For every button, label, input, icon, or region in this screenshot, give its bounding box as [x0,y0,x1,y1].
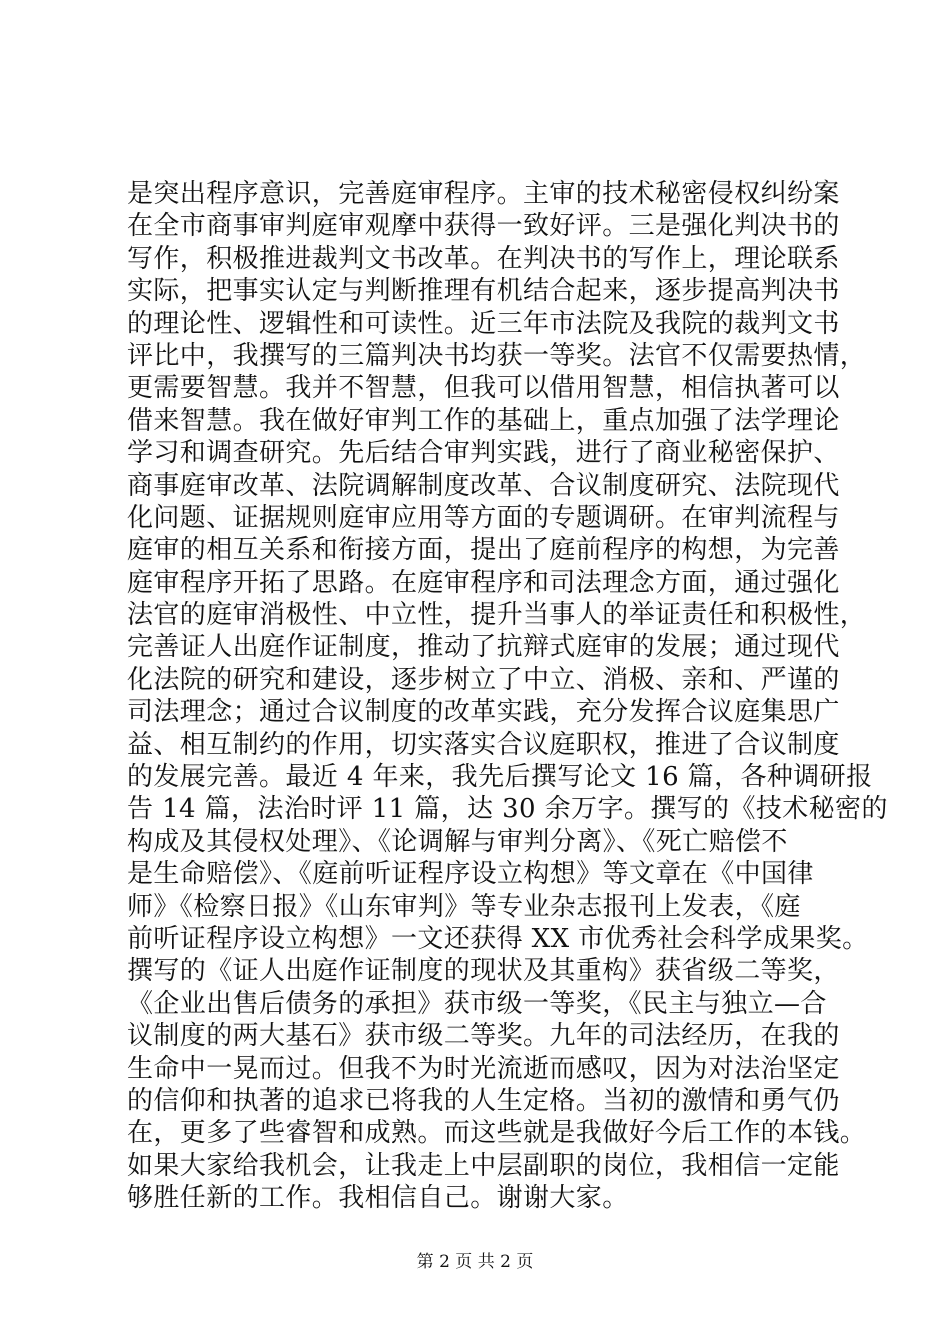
text-line: 化问题、证据规则庭审应用等方面的专题调研。在审判流程与 [127,502,840,533]
text-line: 生命中一晃而过。但我不为时光流逝而感叹，因为对法治坚定 [127,1053,840,1084]
text-line: 告 14 篇，法治时评 11 篇，达 30 余万字。撰写的《技术秘密的 [127,794,888,825]
text-line: 司法理念；通过合议制度的改革实践，充分发挥合议庭集思广 [127,697,840,728]
text-line: 是突出程序意识，完善庭审程序。主审的技术秘密侵权纠纷案 [127,179,840,209]
page-footer: 第 2 页 共 2 页 [416,1252,534,1272]
text-line: 《企业出售后债务的承担》获市级一等奖，《民主与独立—合 [127,988,827,1019]
text-line: 庭审的相互关系和衔接方面，提出了庭前程序的构想，为完善 [127,535,840,566]
text-line: 够胜任新的工作。我相信自己。谢谢大家。 [127,1183,629,1214]
text-line: 构成及其侵权处理》、《论调解与审判分离》、《死亡赔偿不 [127,826,788,857]
text-line: 更需要智慧。我并不智慧，但我可以借用智慧，相信执著可以 [127,373,840,404]
text-line: 前听证程序设立构想》一文还获得 XX 市优秀社会科学成果奖。 [127,923,869,954]
text-line: 益、相互制约的作用，切实落实合议庭职权，推进了合议制度 [127,729,840,760]
text-line: 师》《检察日报》《山东审判》等专业杂志报刊上发表，《庭 [127,891,801,922]
text-line: 写作，积极推进裁判文书改革。在判决书的写作上，理论联系 [127,243,840,274]
text-line: 借来智慧。我在做好审判工作的基础上，重点加强了法学理论 [127,405,840,436]
text-line: 化法院的研究和建设，逐步树立了中立、消极、亲和、严谨的 [127,664,840,695]
text-line: 是生命赔偿》、《庭前听证程序设立构想》等文章在《中国律 [127,859,814,890]
text-line: 的信仰和执著的追求已将我的人生定格。当初的激情和勇气仍 [127,1085,840,1116]
text-line: 在全市商事审判庭审观摩中获得一致好评。三是强化判决书的 [127,211,840,242]
body-text [127,178,888,1215]
text-line: 如果大家给我机会，让我走上中层副职的岗位，我相信一定能 [127,1150,840,1181]
text-line: 完善证人出庭作证制度，推动了抗辩式庭审的发展；通过现代 [127,632,840,663]
text-line: 在，更多了些睿智和成熟。而这些就是我做好今后工作的本钱。 [127,1118,867,1149]
text-line: 学习和调查研究。先后结合审判实践，进行了商业秘密保护、 [127,438,840,469]
text-line: 实际，把事实认定与判断推理有机结合起来，逐步提高判决书 [127,276,840,307]
text-line: 评比中，我撰写的三篇判决书均获一等奖。法官不仅需要热情， [127,340,867,371]
text-line: 法官的庭审消极性、中立性，提升当事人的举证责任和积极性， [127,600,867,631]
text-line: 庭审程序开拓了思路。在庭审程序和司法理念方面，通过强化 [127,567,840,598]
text-line: 的理论性、逻辑性和可读性。近三年市法院及我院的裁判文书 [127,308,840,339]
text-line: 的发展完善。最近 4 年来，我先后撰写论文 16 篇，各种调研报 [127,762,873,793]
text-line: 议制度的两大基石》获市级二等奖。九年的司法经历，在我的 [127,1021,840,1052]
text-line: 商事庭审改革、法院调解制度改革、合议制度研究、法院现代 [127,470,840,501]
text-line: 撰写的《证人出庭作证制度的现状及其重构》获省级二等奖， [127,956,840,987]
